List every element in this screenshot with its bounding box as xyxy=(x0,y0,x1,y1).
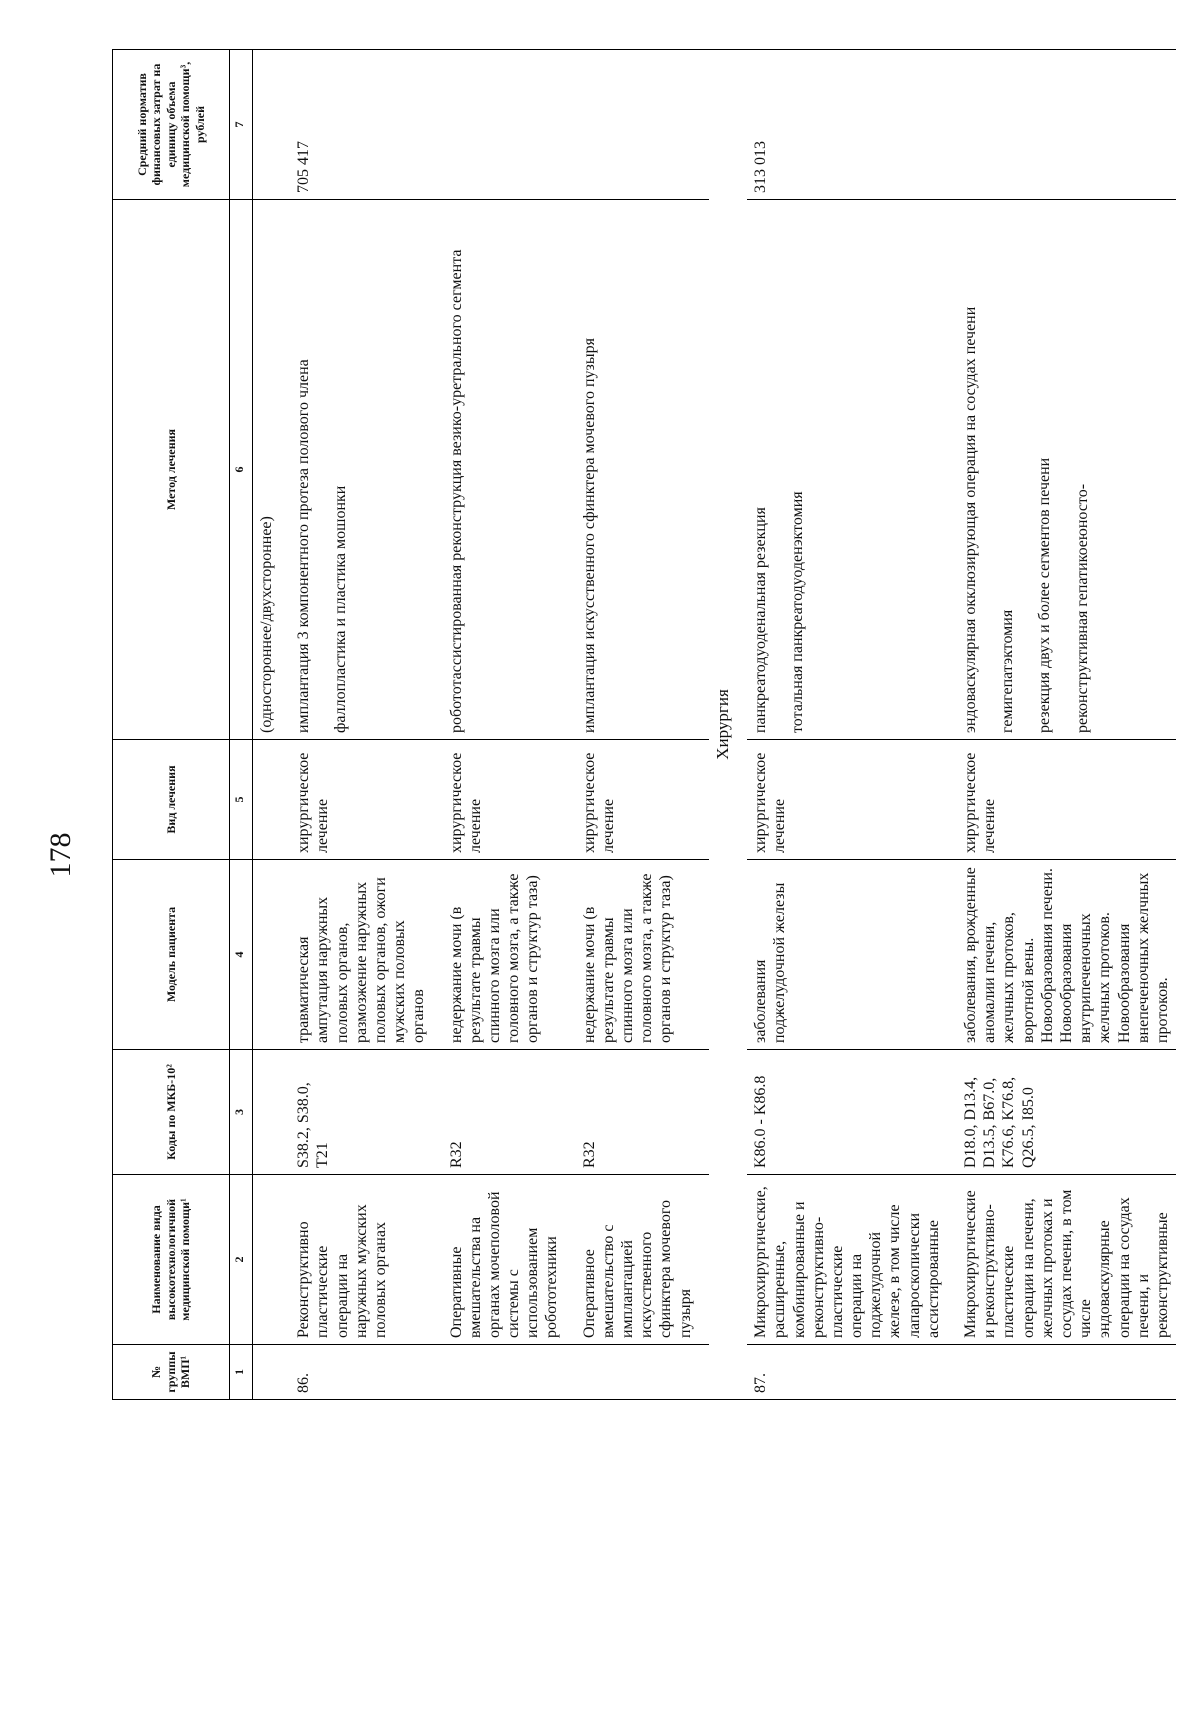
treatment-method-cell xyxy=(290,200,442,740)
method-item: реконструктивная гепатикоеюносто- xyxy=(1073,483,1091,733)
table-row xyxy=(957,50,1176,1400)
patient-model-cell: травматическая ампутация наружных половых органов, размозжение наружных половых органов, ожоги мужских половых органов xyxy=(290,860,442,1050)
care-type-cell: Реконструктивно пластические операции на наружных мужских половых органах xyxy=(290,1175,442,1345)
care-type-cell: Микрохирургические, расширенные, комбинированные и реконструктивно-пластические операции на поджелудочной железе, в том числе лапароскопически ассистированные xyxy=(747,1175,957,1345)
treatment-method-cell xyxy=(443,200,576,740)
method-item: эндоваскулярная окклюзирующая операция на сосудах печени xyxy=(962,306,980,733)
column-number: 4 xyxy=(230,860,253,1050)
table-row xyxy=(253,50,291,1400)
cost-cell xyxy=(443,50,576,200)
group-number-cell: 86. xyxy=(290,1345,442,1400)
patient-model-cell: заболевания поджелудочной железы xyxy=(747,860,957,1050)
icd-codes-cell: K86.0 - K86.8 xyxy=(747,1050,957,1175)
icd-codes-cell: D18.0, D13.4, D13.5, B67.0, K76.6, K76.8, Q26.5, I85.0 xyxy=(957,1050,1176,1175)
treatment-type-cell: хирургическое лечение xyxy=(747,740,957,860)
patient-model-cell: недержание мочи (в результате травмы спинного мозга или головного мозга, а также органов и структур таза) xyxy=(576,860,709,1050)
care-type-cell: Оперативные вмешательства на органах мочеполовой системы с использованием робототехники xyxy=(443,1175,576,1345)
patient-model-cell: недержание мочи (в результате травмы спинного мозга или головного мозга, а также органов и структур таза) xyxy=(443,860,576,1050)
care-type-cell: Оперативное вмешательство с имплантацией искусственного сфинктера мочевого пузыря xyxy=(576,1175,709,1345)
treatment-type-cell: хирургическое лечение xyxy=(443,740,576,860)
table-row xyxy=(443,50,576,1400)
treatment-method-cell xyxy=(253,200,291,740)
icd-codes-cell: S38.2, S38.0, T21 xyxy=(290,1050,442,1175)
method-item: робототассистированная реконструкция везико-уретрального сегмента xyxy=(447,249,465,733)
header-patient-model: Модель пациента xyxy=(113,860,230,1050)
care-type-cell: Микрохирургические и реконструктивно-пластические операции на печени, желчных протоках и сосудах печени, в том числе эндоваскулярные операции на сосудах печени, и реконструктивные xyxy=(957,1175,1176,1345)
cost-cell xyxy=(957,50,1176,200)
cost-cell: 705 417 xyxy=(290,50,442,200)
header-treatment-method: Метод лечения xyxy=(113,200,230,740)
treatment-type-cell xyxy=(253,740,291,860)
group-number-cell: 87. xyxy=(747,1345,957,1400)
header-row xyxy=(113,50,230,1400)
header-treatment-type: Вид лечения xyxy=(113,740,230,860)
treatment-type-cell: хирургическое лечение xyxy=(290,740,442,860)
column-number-row xyxy=(230,50,253,1400)
column-number: 7 xyxy=(230,50,253,200)
cost-cell: 313 013 xyxy=(747,50,957,200)
patient-model-cell xyxy=(253,860,291,1050)
section-heading: Хирургия xyxy=(709,50,747,1400)
column-number: 3 xyxy=(230,1050,253,1175)
method-item: тотальная панкреатодуоденэктомия xyxy=(789,491,807,733)
medical-care-table xyxy=(112,49,1176,1400)
icd-codes-cell: R32 xyxy=(576,1050,709,1175)
column-number: 1 xyxy=(230,1345,253,1400)
treatment-method-cell xyxy=(576,200,709,740)
column-number: 2 xyxy=(230,1175,253,1345)
method-item: панкреатодуоденальная резекция xyxy=(752,507,770,733)
group-number-cell xyxy=(957,1345,1176,1400)
method-item: имплантация 3 компонентного протеза полового члена xyxy=(295,359,313,733)
method-item: имплантация искусственного сфинктера мочевого пузыря xyxy=(580,338,598,733)
treatment-method-cell xyxy=(747,200,957,740)
patient-model-cell: заболевания, врожденные аномалии печени, желчных протоков, воротной вены. Новообразования печени. Новообразования внутрипеченочных желчных протоков. Новообразования внепеченочных желчных протоков. xyxy=(957,860,1176,1050)
header-cost-standard: Средний норматив финансовых затрат на единицу объема медицинской помощи³, рублей xyxy=(113,50,230,200)
group-number-cell xyxy=(253,1345,291,1400)
table-row xyxy=(576,50,709,1400)
column-number: 5 xyxy=(230,740,253,860)
treatment-type-cell: хирургическое лечение xyxy=(957,740,1176,860)
page-number: 178 xyxy=(44,832,77,878)
treatment-method-cell xyxy=(957,200,1176,740)
cost-cell xyxy=(576,50,709,200)
method-item: гемигепатэктомия xyxy=(999,609,1017,733)
column-number: 6 xyxy=(230,200,253,740)
care-type-cell xyxy=(253,1175,291,1345)
icd-codes-cell: R32 xyxy=(443,1050,576,1175)
section-heading-row xyxy=(709,50,747,1400)
header-icd-codes: Коды по МКБ-10² xyxy=(113,1050,230,1175)
table-row xyxy=(290,50,442,1400)
cost-cell xyxy=(253,50,291,200)
icd-codes-cell xyxy=(253,1050,291,1175)
group-number-cell xyxy=(443,1345,576,1400)
header-group-number: № группы ВМП¹ xyxy=(113,1345,230,1400)
treatment-type-cell: хирургическое лечение xyxy=(576,740,709,860)
header-care-type: Наименование вида высокотехнологичной медицинской помощи¹ xyxy=(113,1175,230,1345)
method-item: (одностороннее/двухстороннее) xyxy=(258,516,275,733)
method-item: резекция двух и более сегментов печени xyxy=(1036,457,1054,733)
method-item: фаллопластика и пластика мошонки xyxy=(332,485,350,733)
table-row xyxy=(747,50,957,1400)
group-number-cell xyxy=(576,1345,709,1400)
